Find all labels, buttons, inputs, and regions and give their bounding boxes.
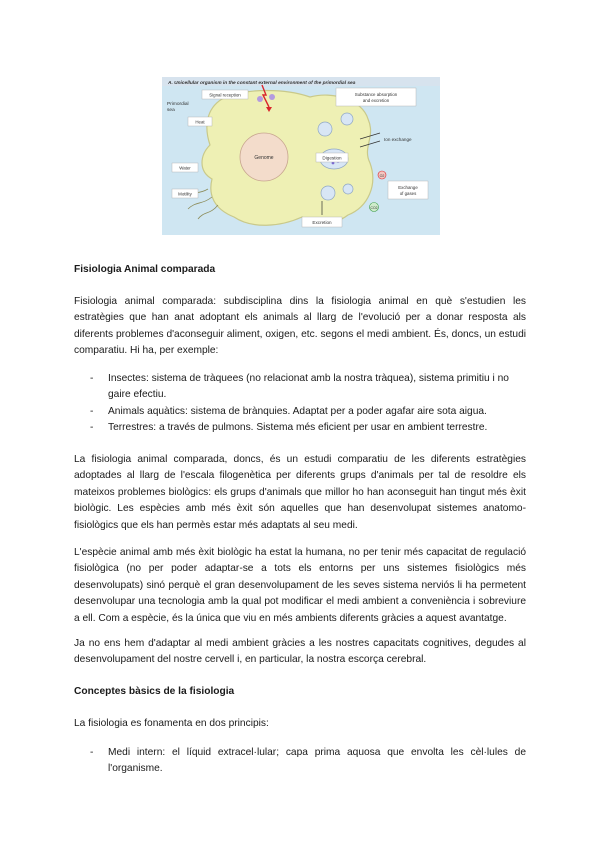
section-title-conceptes-basics: Conceptes bàsics de la fisiologia [74, 686, 235, 697]
list-item: - Animals aquàtics: sistema de brànquies. Adaptat per a poder agafar aire sota aigua. [74, 404, 526, 420]
signal-receptor [269, 94, 275, 100]
vesicle [318, 122, 332, 136]
vesicle [343, 184, 353, 194]
excretion-label: Excretion [312, 220, 332, 225]
signal-receptor [257, 96, 263, 102]
list-item: - Insectes: sistema de tràquees (no relacionat amb la nostra tràquea), sistema primitiu i no gaire efectiu. [74, 371, 526, 404]
heat-label: Heat [195, 119, 205, 125]
cell-diagram-figure [162, 77, 440, 235]
vesicle [341, 113, 353, 125]
water-label: Water [179, 165, 191, 171]
co2-label: CO2 [370, 206, 378, 210]
paragraph-comparative-study: La fisiologia animal comparada, doncs, és un estudi comparatiu de les diferents estratègies adoptades al llarg de l'escala filogenètica per diferents grups d'animals per tal de resoldre els mateixos problemes biològics: els grups d'animals que millor ho han aconseguit han tingut més èxit biològic. Les espècies amb més èxit són aquelles que han desenvolupat sistemes anatomo-fisiològics que els han permès estar més adaptats al seu medi. [74, 454, 526, 531]
genome-label: Genome [254, 155, 274, 161]
list-item: - Medi intern: el líquid extracel·lular; capa prima aquosa que envolta les cèl·lules de l'organisme. [74, 745, 526, 778]
gas-exchange-label-2: of gases [399, 191, 417, 196]
paragraph-cognitive: Ja no ens hem d'adaptar al medi ambient gràcies a les nostres capacitats cognitives, degudes al desenvolupament del nostre cervell i, en particular, la nostra escorça cerebral. [74, 638, 526, 666]
motility-label: Motility [178, 191, 192, 197]
sea-label-2: sea [167, 108, 175, 113]
paragraph-intro: Fisiologia animal comparada: subdisciplina dins la fisiologia animal en què s'estudien les estratègies que han anat adoptant els animals al llarg de l'evolució per a donar resposta als diferents problemes d'aconseguir aliment, oxigen, etc. segons el medi ambient. És, doncs, un estudi comparatiu. Hi ha, per exemple: [74, 296, 526, 357]
section-title-fisiologia-animal-comparada: Fisiologia Animal comparada [74, 264, 216, 275]
principles-list [74, 745, 526, 778]
label-box [336, 88, 416, 106]
vesicle [321, 186, 335, 200]
list-item: - Terrestres: a través de pulmons. Sistema més eficient per usar en ambient terrestre. [74, 420, 526, 436]
signal-reception-label: Signal reception [209, 92, 241, 98]
paragraph-principles-intro: La fisiologia es fonamenta en dos principis: [74, 718, 269, 729]
o2-label: O2 [379, 174, 385, 178]
digestion-label: Digestion [322, 155, 342, 161]
sea-label-1: Primordial [167, 102, 189, 107]
absorption-label-1: Substance absorption [354, 92, 398, 97]
label-box [388, 181, 428, 199]
figure-caption: A. Unicellular organism in the constant external environment of the primordial sea [168, 81, 356, 86]
paragraph-human-species: L'espècie animal amb més èxit biològic ha estat la humana, no per tenir més capacitat de regulació fisiològica (no per poder adaptar-se a tots els entorns per uns sistemes fisiològics més desenvolupats) sinó perquè el gran desenvolupament de les seves sistema nerviós li ha permetent desenvolupar una tecnologia amb la qual pot modificar el medi ambient a conveniència i sobreviure a ell. Com a espècie, és la única que viu en més ambients diferents gràcies a aquest avantatge. [74, 547, 526, 624]
ion-exchange-label: Ion exchange [384, 137, 412, 142]
absorption-label-2: and excretion [362, 98, 390, 103]
gas-exchange-label-1: Exchange [398, 185, 418, 190]
examples-list [74, 371, 526, 437]
